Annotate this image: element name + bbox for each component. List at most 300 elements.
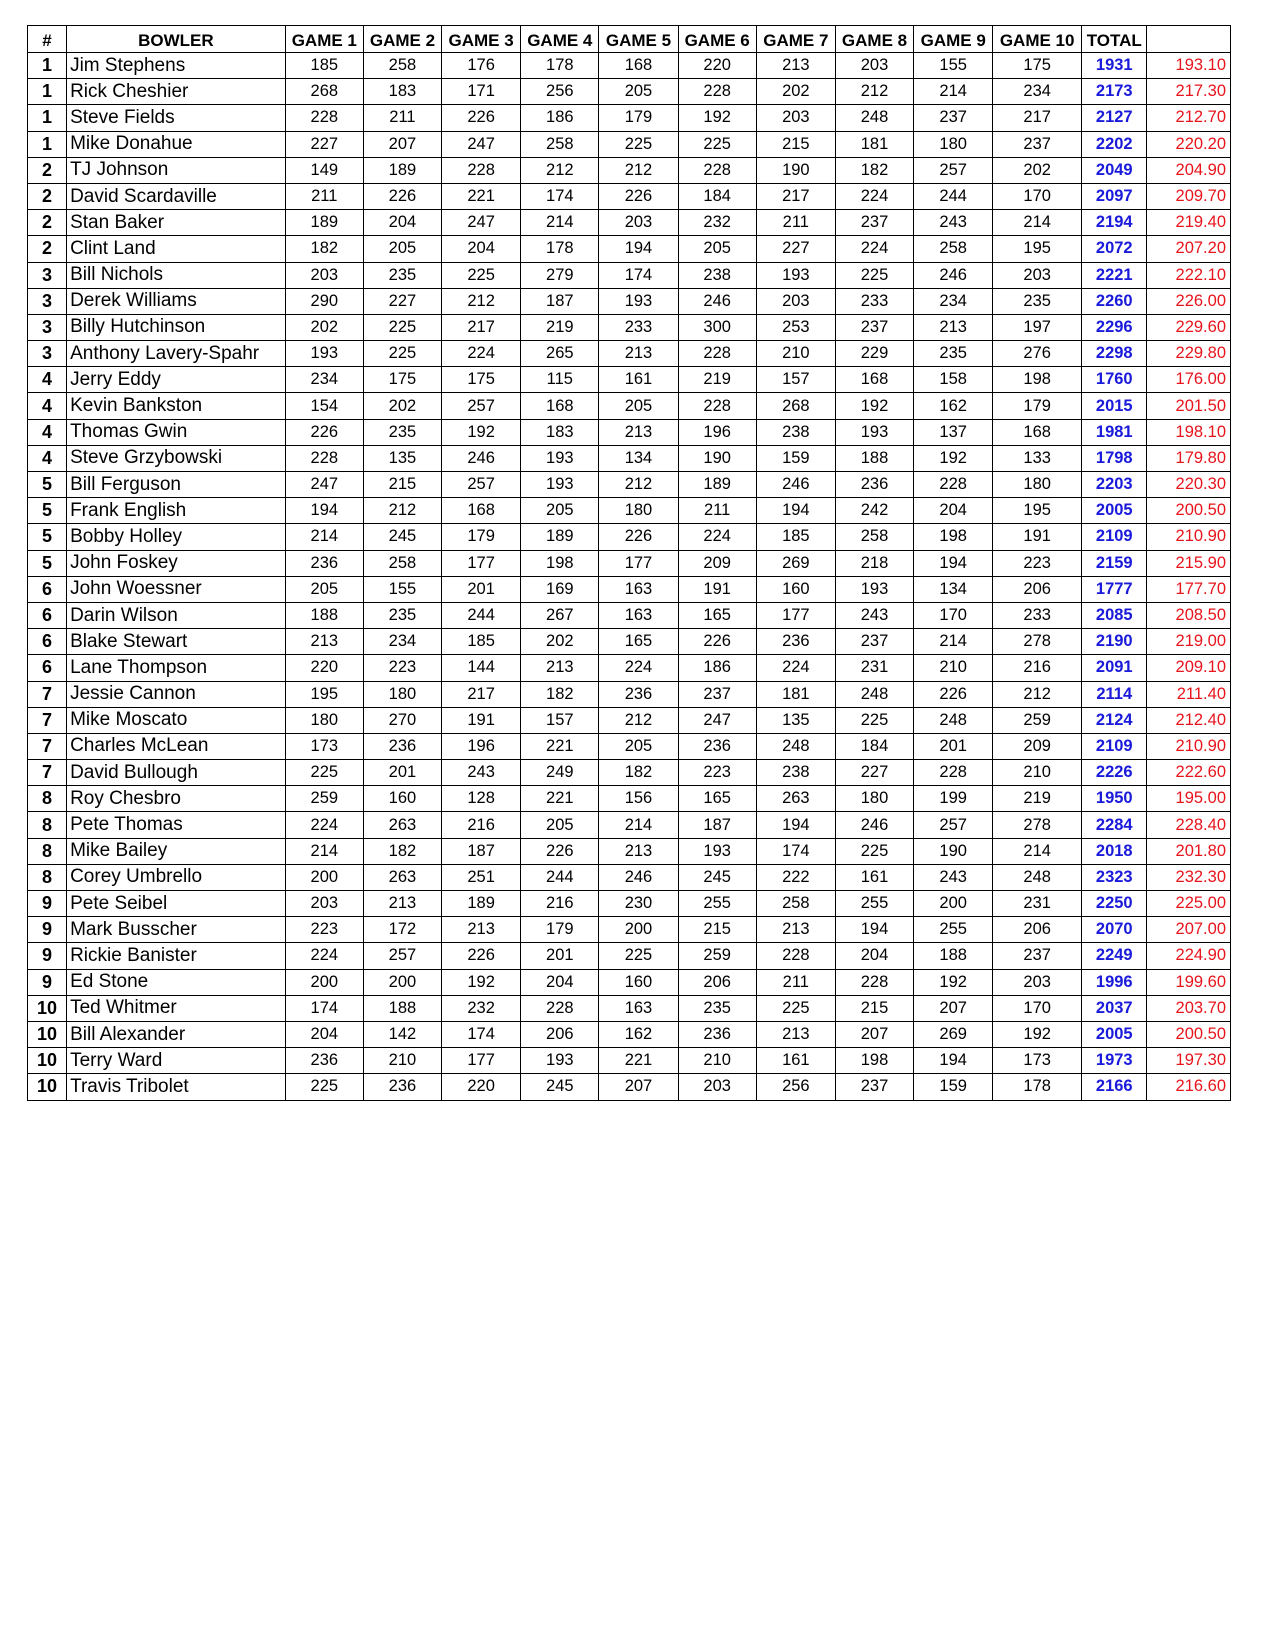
- average-cell: 212.70: [1147, 105, 1231, 131]
- table-row: [28, 786, 1231, 812]
- game-9-score-cell: 226: [914, 681, 993, 707]
- game-2-score-cell: 211: [363, 105, 441, 131]
- game-3-score-cell: 244: [442, 602, 521, 628]
- table-row: [28, 157, 1231, 183]
- table-row: [28, 53, 1231, 79]
- header-game-4: GAME 4: [521, 26, 599, 53]
- game-6-score-cell: 228: [678, 341, 756, 367]
- game-8-score-cell: 203: [835, 53, 913, 79]
- game-9-score-cell: 248: [914, 707, 993, 733]
- game-6-score-cell: 247: [678, 707, 756, 733]
- game-8-score-cell: 204: [835, 943, 913, 969]
- game-4-score-cell: 219: [521, 314, 599, 340]
- bowler-name-cell: Steve Fields: [67, 105, 286, 131]
- total-cell: 2296: [1082, 314, 1147, 340]
- game-3-score-cell: 221: [442, 183, 521, 209]
- game-7-score-cell: 238: [756, 419, 835, 445]
- game-2-score-cell: 201: [363, 760, 441, 786]
- game-5-score-cell: 212: [599, 157, 678, 183]
- game-7-score-cell: 203: [756, 105, 835, 131]
- game-7-score-cell: 194: [756, 812, 835, 838]
- average-cell: 198.10: [1147, 419, 1231, 445]
- average-cell: 220.30: [1147, 472, 1231, 498]
- game-10-score-cell: 195: [993, 236, 1082, 262]
- game-4-score-cell: 245: [521, 1074, 599, 1100]
- game-1-score-cell: 226: [285, 419, 363, 445]
- header-rank: #: [28, 26, 67, 53]
- game-10-score-cell: 198: [993, 367, 1082, 393]
- game-6-score-cell: 220: [678, 53, 756, 79]
- bowler-name-cell: Clint Land: [67, 236, 286, 262]
- game-10-score-cell: 180: [993, 472, 1082, 498]
- game-3-score-cell: 179: [442, 524, 521, 550]
- game-5-score-cell: 213: [599, 341, 678, 367]
- average-cell: 199.60: [1147, 969, 1231, 995]
- game-7-score-cell: 159: [756, 445, 835, 471]
- game-6-score-cell: 235: [678, 995, 756, 1021]
- rank-cell: 3: [28, 262, 67, 288]
- rank-cell: 6: [28, 576, 67, 602]
- bowler-name-cell: Jerry Eddy: [67, 367, 286, 393]
- game-1-score-cell: 213: [285, 629, 363, 655]
- game-9-score-cell: 190: [914, 838, 993, 864]
- total-cell: 1996: [1082, 969, 1147, 995]
- game-8-score-cell: 237: [835, 1074, 913, 1100]
- game-7-score-cell: 211: [756, 969, 835, 995]
- game-8-score-cell: 184: [835, 733, 913, 759]
- game-8-score-cell: 237: [835, 210, 913, 236]
- bowler-name-cell: Darin Wilson: [67, 602, 286, 628]
- game-4-score-cell: 221: [521, 733, 599, 759]
- game-10-score-cell: 203: [993, 262, 1082, 288]
- game-9-score-cell: 234: [914, 288, 993, 314]
- rank-cell: 7: [28, 681, 67, 707]
- game-8-score-cell: 224: [835, 236, 913, 262]
- bowler-name-cell: Bobby Holley: [67, 524, 286, 550]
- game-5-score-cell: 168: [599, 53, 678, 79]
- average-cell: 203.70: [1147, 995, 1231, 1021]
- game-6-score-cell: 255: [678, 891, 756, 917]
- game-6-score-cell: 165: [678, 786, 756, 812]
- bowler-name-cell: Bill Ferguson: [67, 472, 286, 498]
- bowler-name-cell: Mark Busscher: [67, 917, 286, 943]
- game-1-score-cell: 247: [285, 472, 363, 498]
- total-cell: 2298: [1082, 341, 1147, 367]
- game-8-score-cell: 193: [835, 576, 913, 602]
- game-2-score-cell: 175: [363, 367, 441, 393]
- game-10-score-cell: 170: [993, 995, 1082, 1021]
- game-2-score-cell: 257: [363, 943, 441, 969]
- game-5-score-cell: 212: [599, 472, 678, 498]
- game-1-score-cell: 154: [285, 393, 363, 419]
- average-cell: 179.80: [1147, 445, 1231, 471]
- bowler-name-cell: Charles McLean: [67, 733, 286, 759]
- average-cell: 228.40: [1147, 812, 1231, 838]
- game-7-score-cell: 236: [756, 629, 835, 655]
- game-3-score-cell: 226: [442, 105, 521, 131]
- game-7-score-cell: 202: [756, 79, 835, 105]
- game-8-score-cell: 224: [835, 183, 913, 209]
- game-10-score-cell: 203: [993, 969, 1082, 995]
- game-8-score-cell: 248: [835, 681, 913, 707]
- table-row: [28, 524, 1231, 550]
- game-9-score-cell: 162: [914, 393, 993, 419]
- table-row: [28, 838, 1231, 864]
- game-1-score-cell: 185: [285, 53, 363, 79]
- game-9-score-cell: 210: [914, 655, 993, 681]
- game-3-score-cell: 246: [442, 445, 521, 471]
- total-cell: 2173: [1082, 79, 1147, 105]
- game-5-score-cell: 174: [599, 262, 678, 288]
- game-1-score-cell: 200: [285, 969, 363, 995]
- game-4-score-cell: 179: [521, 917, 599, 943]
- game-4-score-cell: 187: [521, 288, 599, 314]
- average-cell: 229.60: [1147, 314, 1231, 340]
- rank-cell: 6: [28, 602, 67, 628]
- game-6-score-cell: 165: [678, 602, 756, 628]
- game-5-score-cell: 200: [599, 917, 678, 943]
- game-1-score-cell: 228: [285, 445, 363, 471]
- bowler-name-cell: David Scardaville: [67, 183, 286, 209]
- game-2-score-cell: 207: [363, 131, 441, 157]
- header-game-6: GAME 6: [678, 26, 756, 53]
- table-row: [28, 1021, 1231, 1047]
- game-1-score-cell: 214: [285, 838, 363, 864]
- table-row: [28, 1048, 1231, 1074]
- game-9-score-cell: 214: [914, 79, 993, 105]
- bowler-name-cell: Ed Stone: [67, 969, 286, 995]
- game-5-score-cell: 205: [599, 79, 678, 105]
- game-1-score-cell: 223: [285, 917, 363, 943]
- game-9-score-cell: 192: [914, 969, 993, 995]
- game-2-score-cell: 160: [363, 786, 441, 812]
- game-6-score-cell: 184: [678, 183, 756, 209]
- game-6-score-cell: 210: [678, 1048, 756, 1074]
- game-1-score-cell: 200: [285, 864, 363, 890]
- game-1-score-cell: 203: [285, 262, 363, 288]
- game-10-score-cell: 179: [993, 393, 1082, 419]
- game-8-score-cell: 192: [835, 393, 913, 419]
- game-1-score-cell: 189: [285, 210, 363, 236]
- total-cell: 2203: [1082, 472, 1147, 498]
- game-1-score-cell: 202: [285, 314, 363, 340]
- game-5-score-cell: 225: [599, 131, 678, 157]
- game-1-score-cell: 220: [285, 655, 363, 681]
- total-cell: 1760: [1082, 367, 1147, 393]
- game-10-score-cell: 133: [993, 445, 1082, 471]
- game-3-score-cell: 257: [442, 393, 521, 419]
- rank-cell: 3: [28, 341, 67, 367]
- game-6-score-cell: 259: [678, 943, 756, 969]
- game-7-score-cell: 215: [756, 131, 835, 157]
- game-5-score-cell: 221: [599, 1048, 678, 1074]
- game-5-score-cell: 225: [599, 943, 678, 969]
- game-6-score-cell: 232: [678, 210, 756, 236]
- table-row: [28, 393, 1231, 419]
- game-8-score-cell: 181: [835, 131, 913, 157]
- game-9-score-cell: 255: [914, 917, 993, 943]
- game-5-score-cell: 161: [599, 367, 678, 393]
- game-9-score-cell: 180: [914, 131, 993, 157]
- bowler-name-cell: Travis Tribolet: [67, 1074, 286, 1100]
- game-2-score-cell: 215: [363, 472, 441, 498]
- game-5-score-cell: 205: [599, 393, 678, 419]
- total-cell: 2127: [1082, 105, 1147, 131]
- game-8-score-cell: 233: [835, 288, 913, 314]
- game-3-score-cell: 128: [442, 786, 521, 812]
- average-cell: 210.90: [1147, 524, 1231, 550]
- game-7-score-cell: 213: [756, 53, 835, 79]
- game-4-score-cell: 258: [521, 131, 599, 157]
- game-8-score-cell: 236: [835, 472, 913, 498]
- table-row: [28, 236, 1231, 262]
- rank-cell: 9: [28, 943, 67, 969]
- game-2-score-cell: 263: [363, 812, 441, 838]
- rank-cell: 5: [28, 524, 67, 550]
- game-4-score-cell: 267: [521, 602, 599, 628]
- rank-cell: 7: [28, 760, 67, 786]
- rank-cell: 2: [28, 183, 67, 209]
- game-1-score-cell: 193: [285, 341, 363, 367]
- game-6-score-cell: 228: [678, 393, 756, 419]
- game-6-score-cell: 211: [678, 498, 756, 524]
- game-10-score-cell: 168: [993, 419, 1082, 445]
- game-10-score-cell: 206: [993, 576, 1082, 602]
- rank-cell: 1: [28, 131, 67, 157]
- game-6-score-cell: 236: [678, 733, 756, 759]
- game-7-score-cell: 213: [756, 917, 835, 943]
- game-8-score-cell: 215: [835, 995, 913, 1021]
- average-cell: 200.50: [1147, 1021, 1231, 1047]
- table-row: [28, 341, 1231, 367]
- game-2-score-cell: 245: [363, 524, 441, 550]
- game-6-score-cell: 300: [678, 314, 756, 340]
- game-10-score-cell: 214: [993, 838, 1082, 864]
- game-4-score-cell: 157: [521, 707, 599, 733]
- game-10-score-cell: 217: [993, 105, 1082, 131]
- bowler-name-cell: Jessie Cannon: [67, 681, 286, 707]
- game-3-score-cell: 171: [442, 79, 521, 105]
- game-10-score-cell: 202: [993, 157, 1082, 183]
- game-10-score-cell: 259: [993, 707, 1082, 733]
- game-5-score-cell: 194: [599, 236, 678, 262]
- game-5-score-cell: 230: [599, 891, 678, 917]
- game-7-score-cell: 160: [756, 576, 835, 602]
- average-cell: 193.10: [1147, 53, 1231, 79]
- game-1-score-cell: 194: [285, 498, 363, 524]
- game-3-score-cell: 212: [442, 288, 521, 314]
- game-6-score-cell: 190: [678, 445, 756, 471]
- table-row: [28, 183, 1231, 209]
- game-8-score-cell: 237: [835, 314, 913, 340]
- game-5-score-cell: 246: [599, 864, 678, 890]
- game-10-score-cell: 206: [993, 917, 1082, 943]
- game-5-score-cell: 214: [599, 812, 678, 838]
- table-row: [28, 131, 1231, 157]
- game-4-score-cell: 202: [521, 629, 599, 655]
- rank-cell: 1: [28, 53, 67, 79]
- total-cell: 2049: [1082, 157, 1147, 183]
- game-9-score-cell: 243: [914, 864, 993, 890]
- rank-cell: 3: [28, 288, 67, 314]
- total-cell: 2109: [1082, 524, 1147, 550]
- game-3-score-cell: 196: [442, 733, 521, 759]
- game-1-score-cell: 149: [285, 157, 363, 183]
- average-cell: 215.90: [1147, 550, 1231, 576]
- game-4-score-cell: 213: [521, 655, 599, 681]
- game-8-score-cell: 243: [835, 602, 913, 628]
- game-2-score-cell: 258: [363, 53, 441, 79]
- game-2-score-cell: 204: [363, 210, 441, 236]
- total-cell: 1973: [1082, 1048, 1147, 1074]
- average-cell: 232.30: [1147, 864, 1231, 890]
- game-1-score-cell: 224: [285, 812, 363, 838]
- game-5-score-cell: 179: [599, 105, 678, 131]
- game-4-score-cell: 221: [521, 786, 599, 812]
- game-9-score-cell: 134: [914, 576, 993, 602]
- header-game-10: GAME 10: [993, 26, 1082, 53]
- game-7-score-cell: 227: [756, 236, 835, 262]
- game-6-score-cell: 205: [678, 236, 756, 262]
- average-cell: 208.50: [1147, 602, 1231, 628]
- game-5-score-cell: 156: [599, 786, 678, 812]
- game-1-score-cell: 203: [285, 891, 363, 917]
- game-7-score-cell: 174: [756, 838, 835, 864]
- game-4-score-cell: 205: [521, 812, 599, 838]
- game-3-score-cell: 192: [442, 419, 521, 445]
- total-cell: 2109: [1082, 733, 1147, 759]
- game-2-score-cell: 226: [363, 183, 441, 209]
- game-1-score-cell: 211: [285, 183, 363, 209]
- rank-cell: 8: [28, 786, 67, 812]
- average-cell: 210.90: [1147, 733, 1231, 759]
- game-5-score-cell: 236: [599, 681, 678, 707]
- game-9-score-cell: 243: [914, 210, 993, 236]
- average-cell: 201.50: [1147, 393, 1231, 419]
- game-2-score-cell: 236: [363, 733, 441, 759]
- game-5-score-cell: 213: [599, 838, 678, 864]
- table-row: [28, 498, 1231, 524]
- game-5-score-cell: 163: [599, 576, 678, 602]
- game-7-score-cell: 161: [756, 1048, 835, 1074]
- total-cell: 2250: [1082, 891, 1147, 917]
- game-6-score-cell: 203: [678, 1074, 756, 1100]
- rank-cell: 10: [28, 995, 67, 1021]
- game-5-score-cell: 134: [599, 445, 678, 471]
- game-10-score-cell: 216: [993, 655, 1082, 681]
- game-6-score-cell: 186: [678, 655, 756, 681]
- total-cell: 2226: [1082, 760, 1147, 786]
- game-6-score-cell: 223: [678, 760, 756, 786]
- game-5-score-cell: 160: [599, 969, 678, 995]
- game-3-score-cell: 217: [442, 681, 521, 707]
- game-1-score-cell: 227: [285, 131, 363, 157]
- game-1-score-cell: 290: [285, 288, 363, 314]
- game-4-score-cell: 174: [521, 183, 599, 209]
- game-5-score-cell: 226: [599, 524, 678, 550]
- game-3-score-cell: 175: [442, 367, 521, 393]
- game-8-score-cell: 188: [835, 445, 913, 471]
- average-cell: 176.00: [1147, 367, 1231, 393]
- game-4-score-cell: 183: [521, 419, 599, 445]
- rank-cell: 1: [28, 105, 67, 131]
- header-game-5: GAME 5: [599, 26, 678, 53]
- total-cell: 2190: [1082, 629, 1147, 655]
- game-9-score-cell: 207: [914, 995, 993, 1021]
- game-8-score-cell: 228: [835, 969, 913, 995]
- table-row: [28, 629, 1231, 655]
- game-6-score-cell: 245: [678, 864, 756, 890]
- bowler-name-cell: Billy Hutchinson: [67, 314, 286, 340]
- game-7-score-cell: 225: [756, 995, 835, 1021]
- game-4-score-cell: 228: [521, 995, 599, 1021]
- total-cell: 2202: [1082, 131, 1147, 157]
- bowler-name-cell: Blake Stewart: [67, 629, 286, 655]
- average-cell: 222.10: [1147, 262, 1231, 288]
- table-row: [28, 262, 1231, 288]
- game-10-score-cell: 175: [993, 53, 1082, 79]
- table-row: [28, 864, 1231, 890]
- game-3-score-cell: 177: [442, 550, 521, 576]
- game-7-score-cell: 193: [756, 262, 835, 288]
- average-cell: 197.30: [1147, 1048, 1231, 1074]
- bowler-name-cell: Bill Nichols: [67, 262, 286, 288]
- rank-cell: 4: [28, 393, 67, 419]
- game-4-score-cell: 186: [521, 105, 599, 131]
- game-8-score-cell: 182: [835, 157, 913, 183]
- bowler-name-cell: Bill Alexander: [67, 1021, 286, 1047]
- total-cell: 2159: [1082, 550, 1147, 576]
- game-3-score-cell: 216: [442, 812, 521, 838]
- game-10-score-cell: 212: [993, 681, 1082, 707]
- game-2-score-cell: 227: [363, 288, 441, 314]
- game-8-score-cell: 168: [835, 367, 913, 393]
- game-1-score-cell: 204: [285, 1021, 363, 1047]
- table-row: [28, 288, 1231, 314]
- table-row: [28, 1074, 1231, 1100]
- game-1-score-cell: 180: [285, 707, 363, 733]
- game-9-score-cell: 188: [914, 943, 993, 969]
- header-game-3: GAME 3: [442, 26, 521, 53]
- table-row: [28, 707, 1231, 733]
- bowler-name-cell: Pete Thomas: [67, 812, 286, 838]
- table-row: [28, 969, 1231, 995]
- rank-cell: 8: [28, 838, 67, 864]
- game-9-score-cell: 257: [914, 812, 993, 838]
- bowler-name-cell: Jim Stephens: [67, 53, 286, 79]
- total-cell: 2284: [1082, 812, 1147, 838]
- table-row: [28, 891, 1231, 917]
- rank-cell: 10: [28, 1021, 67, 1047]
- total-cell: 2249: [1082, 943, 1147, 969]
- game-3-score-cell: 191: [442, 707, 521, 733]
- total-cell: 2323: [1082, 864, 1147, 890]
- game-5-score-cell: 212: [599, 707, 678, 733]
- rank-cell: 5: [28, 472, 67, 498]
- game-3-score-cell: 217: [442, 314, 521, 340]
- game-1-score-cell: 205: [285, 576, 363, 602]
- game-3-score-cell: 168: [442, 498, 521, 524]
- game-2-score-cell: 212: [363, 498, 441, 524]
- game-7-score-cell: 258: [756, 891, 835, 917]
- rank-cell: 5: [28, 498, 67, 524]
- game-8-score-cell: 193: [835, 419, 913, 445]
- table-body: [28, 53, 1231, 1101]
- game-6-score-cell: 206: [678, 969, 756, 995]
- game-3-score-cell: 177: [442, 1048, 521, 1074]
- total-cell: 2166: [1082, 1074, 1147, 1100]
- game-4-score-cell: 115: [521, 367, 599, 393]
